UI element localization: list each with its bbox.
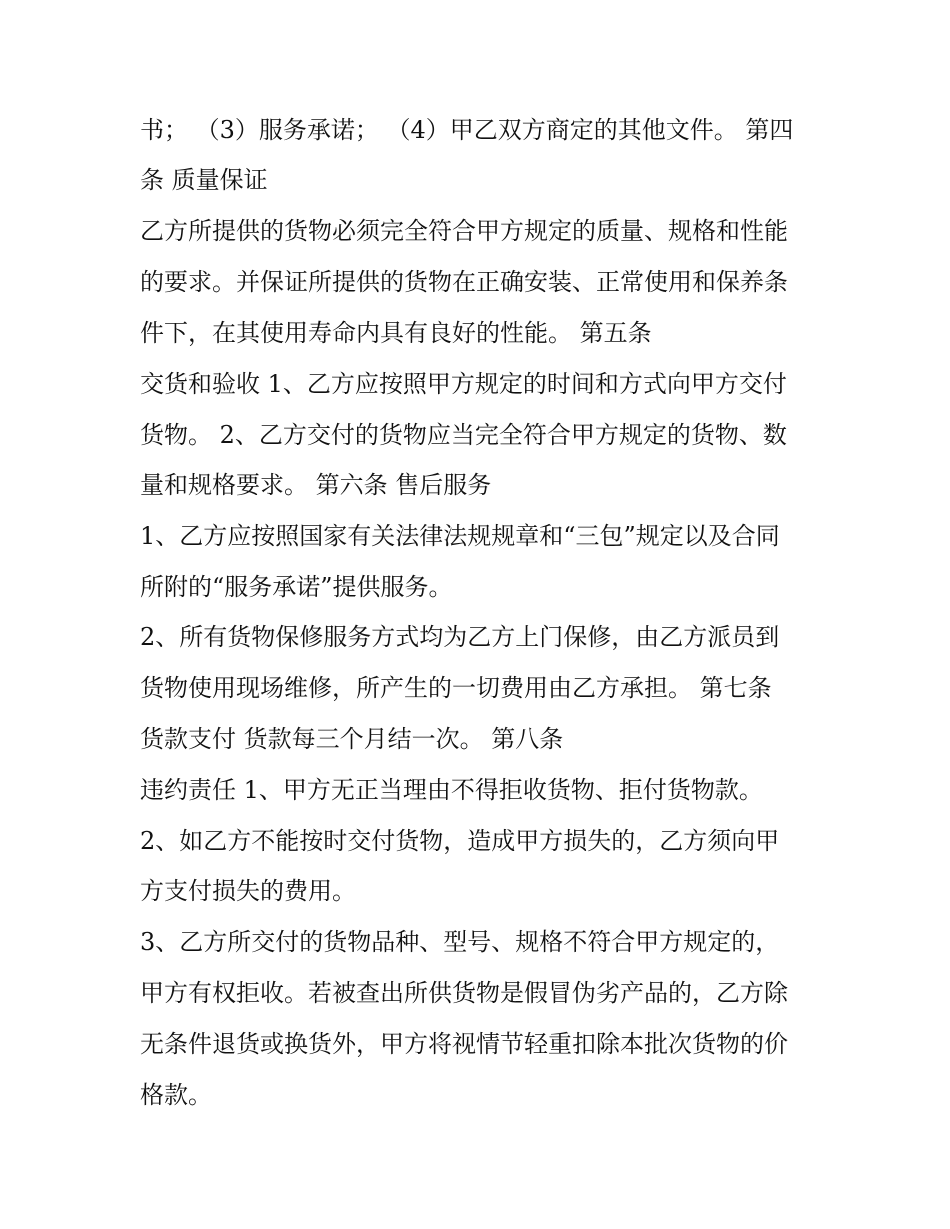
text-line: 乙方所提供的货物必须完全符合甲方规定的质量、规格和性能 — [140, 217, 788, 245]
text-line: 甲方有权拒收。若被查出所供货物是假冒伪劣产品的，乙方除 — [140, 979, 788, 1007]
text-line: 货物使用现场维修，所产生的一切费用由乙方承担。 第七条 — [140, 674, 772, 702]
text-line: 2、所有货物保修服务方式均为乙方上门保修，由乙方派员到 — [140, 623, 780, 651]
text-line: 违约责任 1、甲方无正当理由不得拒收货物、拒付货物款。 — [140, 776, 763, 804]
text-line: 无条件退货或换货外，甲方将视情节轻重扣除本批次货物的价 — [140, 1030, 788, 1058]
text-line: 格款。 — [140, 1081, 212, 1109]
text-line: 条 质量保证 — [140, 166, 268, 194]
text-line: 货物。 2、乙方交付的货物应当完全符合甲方规定的货物、数 — [140, 421, 787, 449]
text-line: 的要求。并保证所提供的货物在正确安装、正常使用和保养条 — [140, 268, 788, 296]
text-line: 货款支付 货款每三个月结一次。 第八条 — [140, 725, 564, 753]
text-line: 件下，在其使用寿命内具有良好的性能。 第五条 — [140, 319, 652, 347]
text-line: 所附的“服务承诺”提供服务。 — [140, 573, 453, 601]
text-line: 量和规格要求。 第六条 售后服务 — [140, 471, 492, 499]
text-line: 交货和验收 1、乙方应按照甲方规定的时间和方式向甲方交付 — [140, 370, 787, 398]
text-line: 2、如乙方不能按时交付货物，造成甲方损失的，乙方须向甲 — [140, 827, 780, 855]
text-line: 书； （3）服务承诺； （4）甲乙双方商定的其他文件。 第四 — [140, 116, 794, 144]
text-line: 1、乙方应按照国家有关法律法规规章和“三包”规定以及合同 — [140, 522, 780, 550]
text-line: 方支付损失的费用。 — [140, 877, 356, 905]
text-line: 3、乙方所交付的货物品种、型号、规格不符合甲方规定的， — [140, 928, 780, 956]
